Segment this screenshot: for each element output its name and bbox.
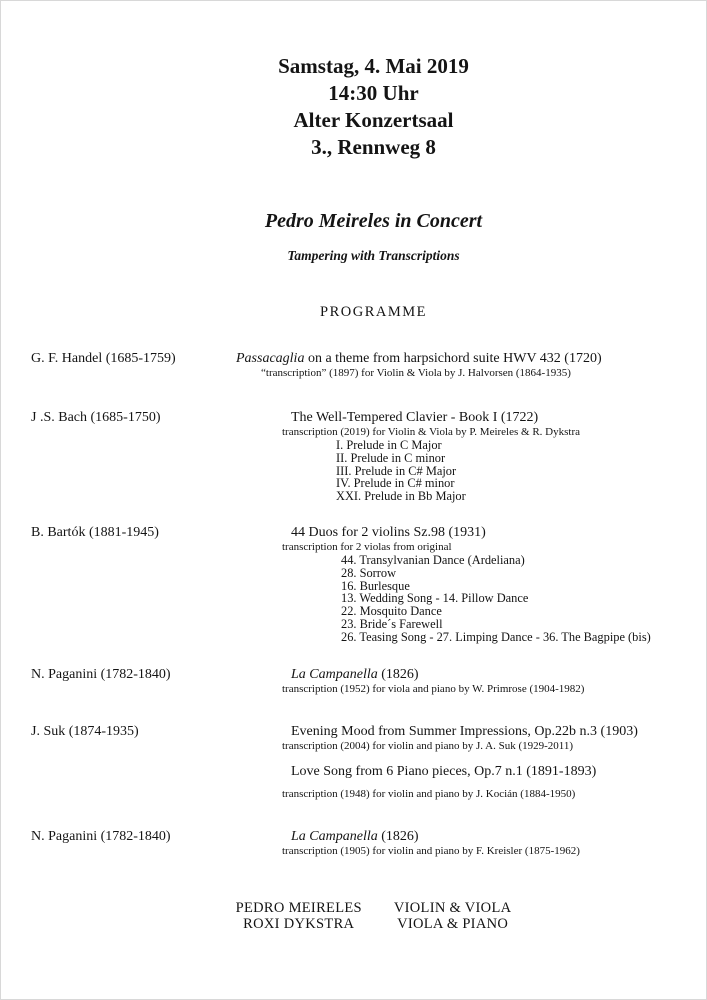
movement: 23. Bride´s Farewell xyxy=(341,616,443,631)
event-header xyxy=(41,1,706,161)
movement: I. Prelude in C Major xyxy=(336,438,442,452)
work-title-rest: (1826) xyxy=(377,666,419,682)
movement-list xyxy=(336,439,706,503)
concert-subtitle: Tampering with Transcriptions xyxy=(287,248,460,263)
work-title xyxy=(291,666,706,683)
performers-footer xyxy=(41,900,706,932)
work-title xyxy=(291,828,706,845)
work-title-rest: The Well-Tempered Clavier - Book I (1722) xyxy=(291,410,539,425)
concert-title: Pedro Meireles in Concert xyxy=(264,210,483,232)
work-title-rest: 44 Duos for 2 violins Sz.98 (1931) xyxy=(291,524,486,540)
programme-entry-handel xyxy=(1,350,706,380)
performer-names xyxy=(236,900,362,932)
movement: 28. Sorrow xyxy=(341,565,397,580)
movement: 22. Mosquito Dance xyxy=(341,604,442,619)
programme-list xyxy=(1,350,706,858)
movement: 44. Transylvanian Dance (Ardeliana) xyxy=(341,552,525,567)
event-date: Samstag, 4. Mai 2019 xyxy=(278,54,469,78)
movement: 16. Burlesque xyxy=(341,578,410,593)
work-transcription: transcription (1948) for violin and piano by J. Kocián (1884-1950) xyxy=(282,787,576,800)
performer-role: VIOLIN & VIOLA xyxy=(393,899,512,916)
performer-name: PEDRO MEIRELES xyxy=(235,899,362,916)
work-title xyxy=(291,723,706,740)
movement: II. Prelude in C minor xyxy=(336,450,446,465)
work-transcription: transcription (1952) for viola and piano by W. Primrose (1904-1982) xyxy=(282,682,585,695)
work-transcription: “transcription” (1897) for Violin & Viola by J. Halvorsen (1864-1935) xyxy=(261,367,571,379)
work-title xyxy=(236,350,706,367)
composer-name: J .S. Bach (1685-1750) xyxy=(31,410,161,425)
movement: 26. Teasing Song - 27. Limping Dance - 36. The Bagpipe (bis) xyxy=(341,629,651,644)
programme-heading: PROGRAMME xyxy=(320,304,427,320)
event-time: 14:30 Uhr xyxy=(328,81,419,105)
programme-entry-paganini-1 xyxy=(1,666,706,696)
movement: 13. Wedding Song - 14. Pillow Dance xyxy=(341,591,529,606)
work-title-italic: La Campanella xyxy=(291,828,378,844)
work-title-rest: Evening Mood from Summer Impressions, Op.22b n.3 (1903) xyxy=(291,723,638,739)
work-title xyxy=(291,409,706,426)
work-title xyxy=(291,524,706,541)
work-title-italic: Passacaglia xyxy=(236,351,305,366)
programme-entry-bach xyxy=(1,409,706,503)
composer-name: B. Bartók (1881-1945) xyxy=(31,524,159,540)
work-transcription: transcription for 2 violas from original xyxy=(282,540,452,553)
work-transcription: transcription (2004) for violin and piano by J. A. Suk (1929-2011) xyxy=(282,739,574,752)
performer-name: ROXI DYKSTRA xyxy=(243,915,355,932)
composer-name: J. Suk (1874-1935) xyxy=(31,723,139,739)
programme-entry-paganini-2 xyxy=(1,828,706,858)
movement: XXI. Prelude in Bb Major xyxy=(336,489,466,504)
work-title-italic: La Campanella xyxy=(291,666,378,682)
work-title-rest: (1826) xyxy=(377,828,419,844)
work-title-rest: Love Song from 6 Piano pieces, Op.7 n.1 (1891-1893) xyxy=(291,763,597,779)
work-title xyxy=(291,763,706,780)
movement-list xyxy=(341,554,706,644)
programme-entry-suk xyxy=(1,723,706,801)
composer-name: N. Paganini (1782-1840) xyxy=(31,666,171,682)
performer-roles xyxy=(394,900,512,932)
event-venue: Alter Konzertsaal xyxy=(293,108,454,132)
programme-entry-bartok xyxy=(1,524,706,644)
movement: III. Prelude in C# Major xyxy=(336,463,457,478)
performer-role: VIOLA & PIANO xyxy=(397,915,509,932)
composer-name: G. F. Handel (1685-1759) xyxy=(31,351,176,366)
work-title-rest: on a theme from harpsichord suite HWV 432 (1720) xyxy=(304,351,602,366)
work-transcription: transcription (1905) for violin and piano by F. Kreisler (1875-1962) xyxy=(282,844,580,857)
event-address: 3., Rennweg 8 xyxy=(311,135,436,159)
work-transcription: transcription (2019) for Violin & Viola by P. Meireles & R. Dykstra xyxy=(282,426,580,438)
composer-name: N. Paganini (1782-1840) xyxy=(31,828,171,844)
movement: IV. Prelude in C# minor xyxy=(336,476,455,491)
